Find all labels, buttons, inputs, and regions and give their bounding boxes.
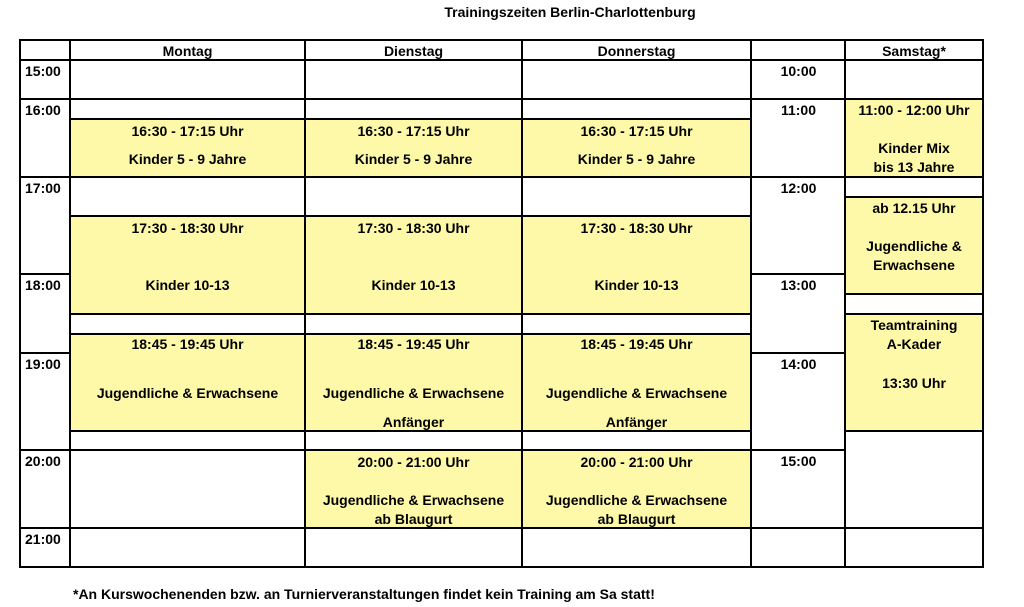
session-group: Jugendliche & Erwachsene (545, 492, 728, 508)
time-label: 15:00 (25, 63, 61, 79)
session-group: Kinder 5 - 9 Jahre (577, 151, 696, 167)
session-cell (304, 333, 523, 432)
hour-line (750, 449, 846, 451)
session-cell (69, 215, 306, 315)
session-note: Anfänger (605, 414, 668, 430)
session-time: 17:30 - 18:30 Uhr (580, 220, 693, 236)
hour-line (750, 352, 846, 354)
saturday-session-cell (844, 313, 984, 432)
time-label: 20:00 (25, 453, 61, 469)
session-group: Jugendliche & Erwachsene (96, 385, 279, 401)
time-label: 14:00 (780, 356, 817, 372)
session-group: Kinder Mix (878, 140, 950, 156)
session-group: Jugendliche & Erwachsene (322, 385, 505, 401)
page-title: Trainingszeiten Berlin-Charlottenburg (444, 4, 696, 20)
session-time: ab 12.15 Uhr (872, 200, 956, 216)
hour-line (750, 527, 846, 529)
session-group: bis 13 Jahre (873, 159, 955, 175)
session-group: A-Kader (886, 336, 942, 352)
session-cell (304, 215, 523, 315)
session-group: Teamtraining (870, 317, 958, 333)
session-time: 20:00 - 21:00 Uhr (357, 454, 470, 470)
session-time: 18:45 - 19:45 Uhr (131, 336, 244, 352)
session-cell (521, 118, 752, 178)
hour-line (19, 352, 71, 354)
hour-line (19, 98, 752, 100)
session-cell (69, 118, 306, 178)
header-thursday: Donnerstag (597, 43, 676, 59)
session-time: 18:45 - 19:45 Uhr (580, 336, 693, 352)
session-time: 18:45 - 19:45 Uhr (357, 336, 470, 352)
header-monday: Montag (162, 43, 213, 59)
header-tuesday: Dienstag (383, 43, 444, 59)
hour-line (750, 273, 846, 275)
session-group: Kinder 10-13 (594, 277, 679, 293)
time-label: 13:00 (780, 277, 817, 293)
session-time: 17:30 - 18:30 Uhr (131, 220, 244, 236)
header-saturday: Samstag* (882, 43, 946, 59)
session-cell (304, 449, 523, 529)
session-group: Jugendliche & (866, 238, 962, 254)
session-cell (521, 333, 752, 432)
hour-line (750, 176, 846, 178)
session-note: ab Blaugurt (374, 511, 453, 527)
saturday-session-cell (844, 98, 984, 178)
session-group: Kinder 5 - 9 Jahre (354, 151, 473, 167)
time-label: 21:00 (25, 531, 61, 547)
session-cell (304, 118, 523, 178)
session-time: 16:30 - 17:15 Uhr (131, 123, 244, 139)
hour-line (19, 273, 71, 275)
session-time: 11:00 - 12:00 Uhr (858, 102, 970, 118)
time-label: 11:00 (780, 102, 817, 118)
session-note: ab Blaugurt (597, 511, 676, 527)
session-group: Jugendliche & Erwachsene (322, 492, 505, 508)
time-label: 16:00 (25, 102, 61, 118)
time-label: 15:00 (780, 453, 817, 469)
session-group: Jugendliche & Erwachsene (545, 385, 728, 401)
session-time: 13:30 Uhr (882, 375, 946, 391)
saturday-session-cell (844, 196, 984, 295)
session-cell (521, 449, 752, 529)
session-group: Erwachsene (873, 257, 955, 273)
session-time: 17:30 - 18:30 Uhr (357, 220, 470, 236)
time-label: 17:00 (25, 180, 61, 196)
time-label: 12:00 (780, 180, 817, 196)
session-group: Kinder 10-13 (145, 277, 230, 293)
session-time: 16:30 - 17:15 Uhr (357, 123, 470, 139)
row-line (844, 527, 984, 529)
session-time: 16:30 - 17:15 Uhr (580, 123, 693, 139)
session-group: Kinder 10-13 (371, 277, 456, 293)
time-label: 10:00 (780, 63, 817, 79)
session-cell (521, 215, 752, 315)
footnote: *An Kurswochenenden bzw. an Turnierveranstaltungen findet kein Training am Sa statt! (73, 586, 655, 602)
time-label: 19:00 (25, 356, 61, 372)
time-label: 18:00 (25, 277, 61, 293)
session-cell (69, 333, 306, 432)
hour-line (750, 98, 846, 100)
session-group: Kinder 5 - 9 Jahre (128, 151, 247, 167)
session-time: 20:00 - 21:00 Uhr (580, 454, 693, 470)
session-note: Anfänger (382, 414, 445, 430)
